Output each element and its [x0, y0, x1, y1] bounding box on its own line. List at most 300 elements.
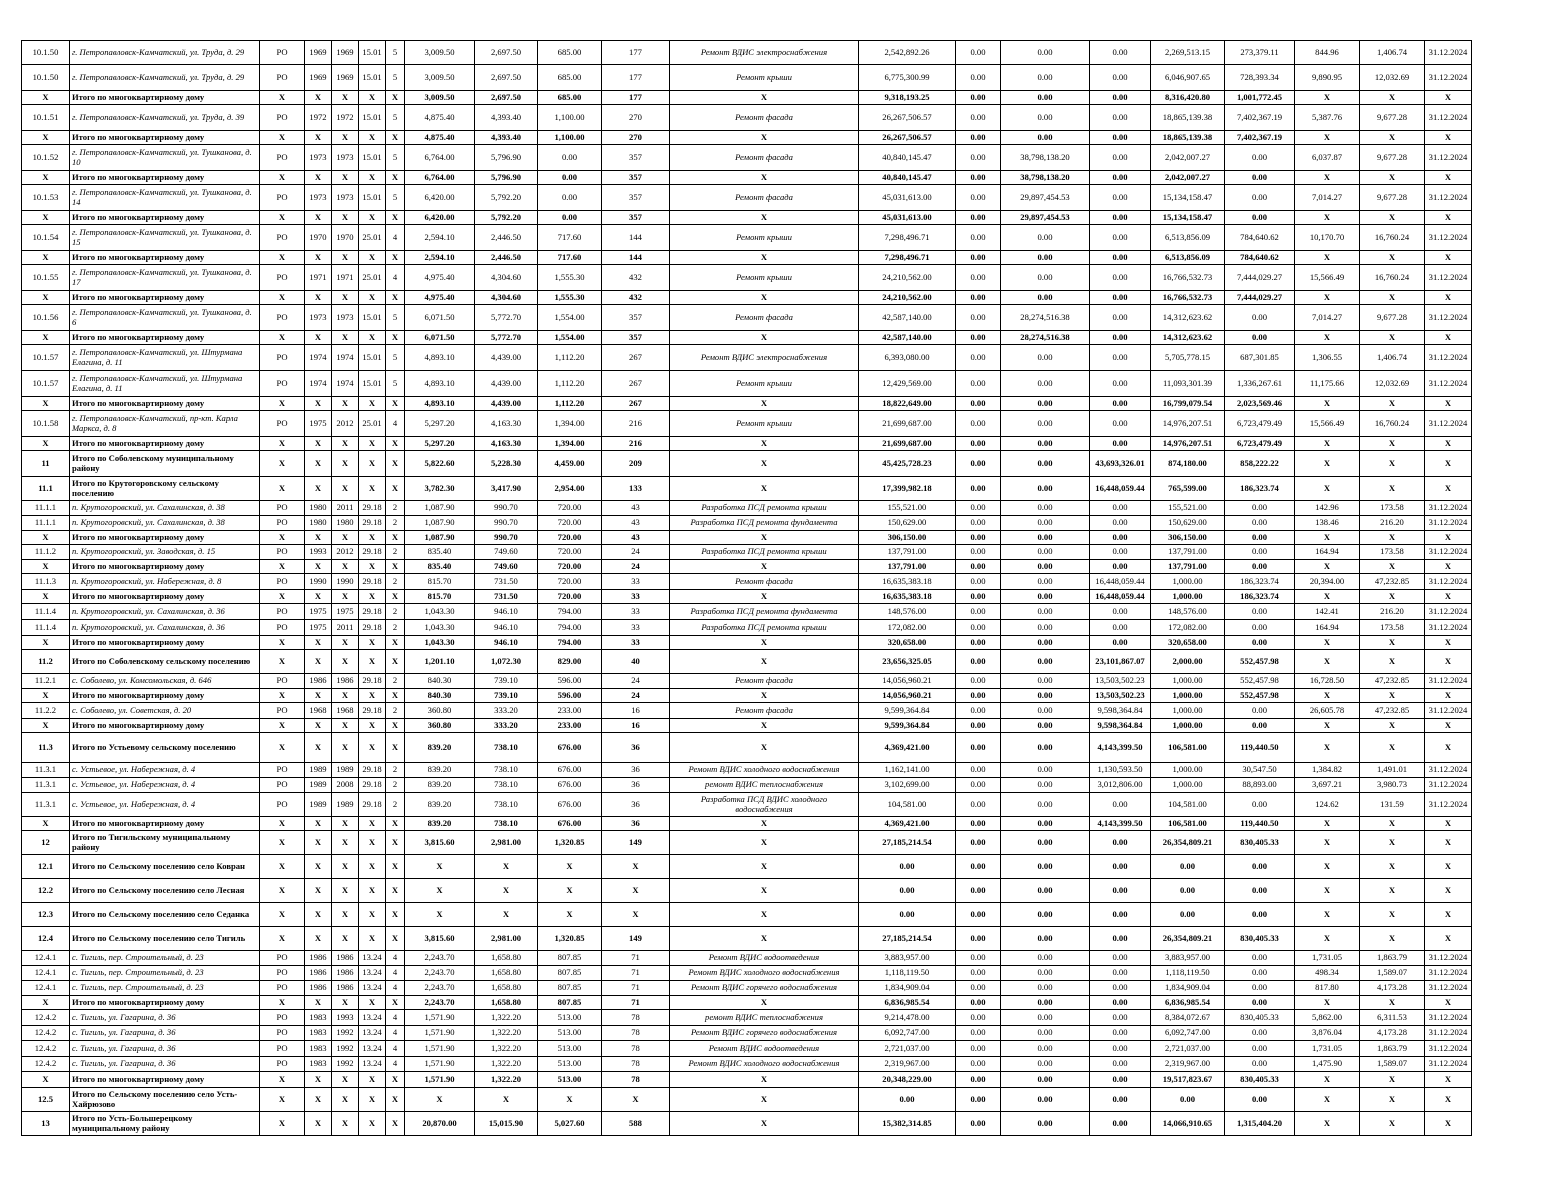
- cell-max-unit-cost: 1,863.79: [1360, 951, 1425, 966]
- cell-year-built: X: [305, 331, 332, 345]
- cell-cost-standard: 25.01: [359, 225, 386, 251]
- cell-work-type: X: [670, 1072, 859, 1088]
- cell-cost-standard: X: [359, 1112, 386, 1136]
- cell-owner-type: РО: [260, 41, 305, 65]
- cell-common-area: 829.00: [538, 650, 602, 674]
- cell-address: п. Крутогоровский, ул. Набережная, д. 8: [70, 574, 260, 590]
- cell-owner-type: X: [260, 590, 305, 604]
- cell-common-area: 807.85: [538, 951, 602, 966]
- cell-common-area: 1,112.20: [538, 345, 602, 371]
- cell-max-unit-cost: 3,980.73: [1360, 778, 1425, 793]
- cell-residents: 24: [602, 674, 670, 689]
- cell-unit-cost: X: [1295, 1088, 1360, 1112]
- cell-owner-type: X: [260, 291, 305, 305]
- cell-fund-regional: 0.00: [1001, 817, 1090, 831]
- cell-common-area: 233.00: [538, 703, 602, 719]
- total-row: [22, 879, 1472, 903]
- cell-total-area: 1,087.90: [405, 501, 475, 516]
- cell-fund-owners: 1,000.00: [1151, 674, 1225, 689]
- cell-fund-other: 88,893.00: [1225, 778, 1295, 793]
- cell-total-area: 3,009.50: [405, 91, 475, 105]
- cell-total-cost: 20,348,229.00: [859, 1072, 956, 1088]
- cell-fund-other: 687,301.85: [1225, 345, 1295, 371]
- cell-year-built: X: [305, 1088, 332, 1112]
- cell-common-area: 2,954.00: [538, 477, 602, 501]
- cell-fund-owners: 155,521.00: [1151, 501, 1225, 516]
- cell-year-built: X: [305, 636, 332, 650]
- cell-owner-type: РО: [260, 545, 305, 560]
- cell-item-number: X: [22, 590, 70, 604]
- cell-year-built: X: [305, 996, 332, 1010]
- total-row: [22, 1112, 1472, 1136]
- cell-residents: 33: [602, 590, 670, 604]
- cell-completion-date: X: [1425, 590, 1472, 604]
- cell-total-area: X: [405, 903, 475, 927]
- cell-year-last-repair: 2012: [332, 545, 359, 560]
- cell-floors: 4: [386, 411, 405, 437]
- cell-item-number: 11.1.4: [22, 620, 70, 636]
- cell-year-last-repair: X: [332, 636, 359, 650]
- cell-max-unit-cost: 4,173.28: [1360, 981, 1425, 996]
- cell-residents: 43: [602, 516, 670, 531]
- cell-unit-cost: X: [1295, 733, 1360, 763]
- cell-total-area: 2,243.70: [405, 981, 475, 996]
- cell-max-unit-cost: 1,406.74: [1360, 345, 1425, 371]
- cell-owner-type: РО: [260, 620, 305, 636]
- cell-unit-cost: X: [1295, 171, 1360, 185]
- cell-year-built: 1983: [305, 1026, 332, 1041]
- cell-residents: 40: [602, 650, 670, 674]
- cell-address: Итого по многоквартирному дому: [70, 590, 260, 604]
- cell-cost-standard: X: [359, 817, 386, 831]
- cell-total-cost: 148,576.00: [859, 604, 956, 620]
- cell-fund-regional: 0.00: [1001, 1088, 1090, 1112]
- cell-residents: 78: [602, 1026, 670, 1041]
- cell-unit-cost: X: [1295, 397, 1360, 411]
- cell-cost-standard: X: [359, 590, 386, 604]
- cell-floors: 5: [386, 41, 405, 65]
- cell-fund-federal: 0.00: [956, 411, 1001, 437]
- cell-total-cost: 16,635,383.18: [859, 590, 956, 604]
- cell-living-area: 2,446.50: [475, 225, 538, 251]
- cell-fund-municipal: 0.00: [1090, 185, 1151, 211]
- cell-cost-standard: X: [359, 636, 386, 650]
- cell-residents: 177: [602, 41, 670, 65]
- cell-fund-owners: 8,316,420.80: [1151, 91, 1225, 105]
- cell-address: г. Петропавловск-Камчатский, ул. Труда, д. 39: [70, 105, 260, 131]
- cell-total-cost: 26,267,506.57: [859, 131, 956, 145]
- cell-fund-municipal: 0.00: [1090, 1010, 1151, 1026]
- cell-fund-federal: 0.00: [956, 225, 1001, 251]
- cell-owner-type: X: [260, 91, 305, 105]
- cell-fund-municipal: 0.00: [1090, 1041, 1151, 1057]
- cell-completion-date: 31.12.2024: [1425, 981, 1472, 996]
- cell-fund-other: 0.00: [1225, 145, 1295, 171]
- cell-floors: X: [386, 251, 405, 265]
- cell-fund-other: 0.00: [1225, 305, 1295, 331]
- cell-fund-other: 2,023,569.46: [1225, 397, 1295, 411]
- cell-living-area: 946.10: [475, 604, 538, 620]
- cell-total-area: 2,243.70: [405, 951, 475, 966]
- cell-unit-cost: 142.96: [1295, 501, 1360, 516]
- cell-owner-type: РО: [260, 793, 305, 817]
- cell-year-built: X: [305, 719, 332, 733]
- cell-fund-regional: 0.00: [1001, 855, 1090, 879]
- cell-fund-federal: 0.00: [956, 41, 1001, 65]
- table-row: [22, 185, 1472, 211]
- cell-total-area: 1,043.30: [405, 620, 475, 636]
- cell-residents: 71: [602, 951, 670, 966]
- cell-address: Итого по многоквартирному дому: [70, 719, 260, 733]
- cell-year-last-repair: X: [332, 927, 359, 951]
- cell-total-area: 4,875.40: [405, 105, 475, 131]
- cell-address: Итого по Устьевому сельскому поселению: [70, 733, 260, 763]
- cell-completion-date: 31.12.2024: [1425, 778, 1472, 793]
- cell-year-last-repair: X: [332, 291, 359, 305]
- cell-max-unit-cost: X: [1360, 590, 1425, 604]
- cell-unit-cost: 1,306.55: [1295, 345, 1360, 371]
- cell-common-area: 794.00: [538, 620, 602, 636]
- cell-year-built: 1980: [305, 501, 332, 516]
- cell-floors: X: [386, 451, 405, 477]
- cell-item-number: 11.3.1: [22, 793, 70, 817]
- cell-fund-regional: 0.00: [1001, 778, 1090, 793]
- cell-total-area: 3,815.60: [405, 831, 475, 855]
- cell-work-type: X: [670, 91, 859, 105]
- cell-item-number: X: [22, 131, 70, 145]
- cell-year-last-repair: 1969: [332, 41, 359, 65]
- cell-work-type: Ремонт ВДИС водоотведения: [670, 951, 859, 966]
- cell-total-area: 3,009.50: [405, 65, 475, 91]
- cell-completion-date: X: [1425, 996, 1472, 1010]
- cell-year-last-repair: X: [332, 996, 359, 1010]
- cell-fund-other: 0.00: [1225, 996, 1295, 1010]
- cell-total-cost: 137,791.00: [859, 560, 956, 574]
- cell-fund-regional: 0.00: [1001, 1057, 1090, 1072]
- cell-unit-cost: X: [1295, 211, 1360, 225]
- cell-fund-federal: 0.00: [956, 817, 1001, 831]
- cell-unit-cost: 164.94: [1295, 545, 1360, 560]
- cell-floors: 5: [386, 371, 405, 397]
- total-row: [22, 171, 1472, 185]
- cell-year-last-repair: X: [332, 650, 359, 674]
- cell-fund-other: 0.00: [1225, 516, 1295, 531]
- cell-max-unit-cost: 47,232.85: [1360, 674, 1425, 689]
- cell-year-last-repair: 1993: [332, 1010, 359, 1026]
- cell-total-cost: 9,214,478.00: [859, 1010, 956, 1026]
- cell-unit-cost: 138.46: [1295, 516, 1360, 531]
- cell-item-number: 10.1.57: [22, 371, 70, 397]
- cell-year-built: 1983: [305, 1010, 332, 1026]
- cell-residents: 24: [602, 689, 670, 703]
- cell-item-number: 10.1.52: [22, 145, 70, 171]
- cell-cost-standard: X: [359, 291, 386, 305]
- cell-fund-other: 0.00: [1225, 501, 1295, 516]
- cell-floors: X: [386, 733, 405, 763]
- cell-unit-cost: X: [1295, 331, 1360, 345]
- cell-living-area: X: [475, 879, 538, 903]
- cell-cost-standard: X: [359, 1088, 386, 1112]
- cell-owner-type: РО: [260, 763, 305, 778]
- cell-fund-regional: 0.00: [1001, 545, 1090, 560]
- cell-work-type: X: [670, 560, 859, 574]
- cell-cost-standard: 29.18: [359, 574, 386, 590]
- cell-fund-municipal: 4,143,399.50: [1090, 733, 1151, 763]
- cell-common-area: 0.00: [538, 211, 602, 225]
- cell-living-area: 4,439.00: [475, 371, 538, 397]
- cell-cost-standard: 25.01: [359, 411, 386, 437]
- cell-common-area: 676.00: [538, 763, 602, 778]
- cell-total-area: 3,782.30: [405, 477, 475, 501]
- cell-total-cost: 150,629.00: [859, 516, 956, 531]
- cell-fund-regional: 0.00: [1001, 65, 1090, 91]
- cell-common-area: 1,100.00: [538, 131, 602, 145]
- cell-item-number: X: [22, 331, 70, 345]
- cell-year-last-repair: X: [332, 171, 359, 185]
- cell-fund-municipal: 0.00: [1090, 996, 1151, 1010]
- cell-fund-municipal: 3,012,806.00: [1090, 778, 1151, 793]
- cell-year-built: 1973: [305, 145, 332, 171]
- cell-total-area: 4,893.10: [405, 371, 475, 397]
- cell-fund-federal: 0.00: [956, 855, 1001, 879]
- cell-floors: X: [386, 131, 405, 145]
- table-row: [22, 305, 1472, 331]
- cell-total-cost: 0.00: [859, 1088, 956, 1112]
- cell-year-built: 1975: [305, 604, 332, 620]
- cell-owner-type: РО: [260, 778, 305, 793]
- cell-fund-owners: 104,581.00: [1151, 793, 1225, 817]
- cell-cost-standard: X: [359, 1072, 386, 1088]
- cell-max-unit-cost: X: [1360, 251, 1425, 265]
- cell-item-number: 12: [22, 831, 70, 855]
- cell-owner-type: X: [260, 211, 305, 225]
- cell-address: Итого по многоквартирному дому: [70, 636, 260, 650]
- cell-item-number: X: [22, 291, 70, 305]
- cell-work-type: X: [670, 291, 859, 305]
- cell-fund-federal: 0.00: [956, 291, 1001, 305]
- total-row: [22, 397, 1472, 411]
- cell-living-area: 1,658.80: [475, 981, 538, 996]
- cell-work-type: X: [670, 817, 859, 831]
- cell-address: г. Петропавловск-Камчатский, ул. Штурмана Елагина, д. 11: [70, 371, 260, 397]
- cell-floors: X: [386, 437, 405, 451]
- cell-fund-owners: 18,865,139.38: [1151, 105, 1225, 131]
- total-row: [22, 251, 1472, 265]
- table-row: [22, 966, 1472, 981]
- cell-fund-federal: 0.00: [956, 778, 1001, 793]
- cell-fund-municipal: 0.00: [1090, 966, 1151, 981]
- cell-item-number: X: [22, 531, 70, 545]
- cell-total-cost: 18,822,649.00: [859, 397, 956, 411]
- cell-common-area: 1,555.30: [538, 265, 602, 291]
- cell-fund-regional: 0.00: [1001, 1041, 1090, 1057]
- cell-unit-cost: 164.94: [1295, 620, 1360, 636]
- cell-fund-municipal: 0.00: [1090, 41, 1151, 65]
- cell-year-last-repair: 1990: [332, 574, 359, 590]
- cell-item-number: 11.1: [22, 477, 70, 501]
- cell-completion-date: X: [1425, 560, 1472, 574]
- total-row: [22, 996, 1472, 1010]
- cell-owner-type: X: [260, 1088, 305, 1112]
- cell-residents: 33: [602, 636, 670, 650]
- cell-address: Итого по многоквартирному дому: [70, 291, 260, 305]
- cell-common-area: 1,100.00: [538, 105, 602, 131]
- cell-fund-regional: 29,897,454.53: [1001, 211, 1090, 225]
- cell-max-unit-cost: 1,491.01: [1360, 763, 1425, 778]
- cell-item-number: X: [22, 211, 70, 225]
- cell-completion-date: 31.12.2024: [1425, 574, 1472, 590]
- cell-year-last-repair: X: [332, 733, 359, 763]
- cell-item-number: 11.3.1: [22, 778, 70, 793]
- cell-unit-cost: 142.41: [1295, 604, 1360, 620]
- cell-total-cost: 26,267,506.57: [859, 105, 956, 131]
- cell-address: г. Петропавловск-Камчатский, ул. Штурмана Елагина, д. 11: [70, 345, 260, 371]
- cell-cost-standard: X: [359, 996, 386, 1010]
- cell-fund-owners: 137,791.00: [1151, 560, 1225, 574]
- cell-unit-cost: X: [1295, 531, 1360, 545]
- cell-item-number: 12.4.1: [22, 966, 70, 981]
- total-row: [22, 1072, 1472, 1088]
- cell-owner-type: X: [260, 650, 305, 674]
- cell-fund-regional: 0.00: [1001, 516, 1090, 531]
- cell-address: с. Тигиль, ул. Гагарина, д. 36: [70, 1041, 260, 1057]
- cell-year-built: X: [305, 211, 332, 225]
- cell-cost-standard: X: [359, 437, 386, 451]
- cell-max-unit-cost: X: [1360, 171, 1425, 185]
- cell-work-type: ремонт ВДИС теплоснабжения: [670, 778, 859, 793]
- cell-work-type: X: [670, 477, 859, 501]
- cell-floors: 5: [386, 145, 405, 171]
- cell-fund-owners: 0.00: [1151, 879, 1225, 903]
- cell-unit-cost: 498.34: [1295, 966, 1360, 981]
- cell-fund-municipal: 0.00: [1090, 371, 1151, 397]
- cell-fund-federal: 0.00: [956, 981, 1001, 996]
- cell-work-type: Разработка ПСД ремонта крыши: [670, 545, 859, 560]
- cell-owner-type: X: [260, 437, 305, 451]
- cell-cost-standard: 29.18: [359, 604, 386, 620]
- cell-floors: 4: [386, 1041, 405, 1057]
- cell-total-area: 360.80: [405, 703, 475, 719]
- cell-floors: X: [386, 817, 405, 831]
- cell-year-built: 1989: [305, 778, 332, 793]
- cell-common-area: 676.00: [538, 778, 602, 793]
- cell-max-unit-cost: 131.59: [1360, 793, 1425, 817]
- cell-work-type: Ремонт ВДИС электроснабжения: [670, 345, 859, 371]
- cell-living-area: 1,658.80: [475, 966, 538, 981]
- cell-fund-regional: 38,798,138.20: [1001, 171, 1090, 185]
- cell-unit-cost: 1,384.82: [1295, 763, 1360, 778]
- cell-work-type: Ремонт крыши: [670, 371, 859, 397]
- cell-floors: 2: [386, 703, 405, 719]
- table-row: [22, 1057, 1472, 1072]
- cell-item-number: 12.4.1: [22, 981, 70, 996]
- cell-total-area: 839.20: [405, 778, 475, 793]
- cell-fund-other: 0.00: [1225, 966, 1295, 981]
- cell-living-area: X: [475, 1088, 538, 1112]
- total-row: [22, 903, 1472, 927]
- cell-living-area: 749.60: [475, 560, 538, 574]
- cell-common-area: 676.00: [538, 733, 602, 763]
- cell-common-area: 1,555.30: [538, 291, 602, 305]
- cell-year-built: 1973: [305, 305, 332, 331]
- cell-living-area: 738.10: [475, 817, 538, 831]
- cell-fund-owners: 2,042,007.27: [1151, 145, 1225, 171]
- cell-total-cost: 7,298,496.71: [859, 251, 956, 265]
- cell-fund-owners: 14,312,623.62: [1151, 305, 1225, 331]
- cell-fund-other: 0.00: [1225, 185, 1295, 211]
- cell-year-built: 1975: [305, 411, 332, 437]
- cell-item-number: 11.3.1: [22, 763, 70, 778]
- cell-address: п. Крутогоровский, ул. Сахалинская, д. 38: [70, 501, 260, 516]
- cell-common-area: 720.00: [538, 574, 602, 590]
- cell-total-area: 1,201.10: [405, 650, 475, 674]
- cell-total-cost: 0.00: [859, 903, 956, 927]
- cell-fund-federal: 0.00: [956, 1041, 1001, 1057]
- cell-living-area: 738.10: [475, 733, 538, 763]
- cell-total-area: 4,875.40: [405, 131, 475, 145]
- cell-fund-regional: 0.00: [1001, 41, 1090, 65]
- cell-fund-federal: 0.00: [956, 560, 1001, 574]
- cell-completion-date: X: [1425, 251, 1472, 265]
- cell-max-unit-cost: X: [1360, 397, 1425, 411]
- cell-completion-date: X: [1425, 855, 1472, 879]
- cell-fund-federal: 0.00: [956, 879, 1001, 903]
- cell-common-area: 0.00: [538, 171, 602, 185]
- cell-cost-standard: 15.01: [359, 371, 386, 397]
- cell-common-area: 1,554.00: [538, 331, 602, 345]
- cell-fund-municipal: 0.00: [1090, 516, 1151, 531]
- cell-work-type: X: [670, 996, 859, 1010]
- cell-total-cost: 6,775,300.99: [859, 65, 956, 91]
- cell-completion-date: 31.12.2024: [1425, 545, 1472, 560]
- cell-work-type: Ремонт крыши: [670, 225, 859, 251]
- cell-completion-date: 31.12.2024: [1425, 185, 1472, 211]
- cell-living-area: 1,322.20: [475, 1057, 538, 1072]
- cell-fund-owners: 1,118,119.50: [1151, 966, 1225, 981]
- cell-residents: 267: [602, 345, 670, 371]
- cell-fund-municipal: 0.00: [1090, 951, 1151, 966]
- cell-fund-municipal: 13,503,502.23: [1090, 674, 1151, 689]
- cell-year-last-repair: 1989: [332, 763, 359, 778]
- cell-completion-date: X: [1425, 291, 1472, 305]
- cell-total-area: 2,243.70: [405, 996, 475, 1010]
- cell-year-built: X: [305, 477, 332, 501]
- cell-fund-other: 119,440.50: [1225, 733, 1295, 763]
- cell-residents: 78: [602, 1057, 670, 1072]
- cell-owner-type: X: [260, 927, 305, 951]
- cell-fund-municipal: 0.00: [1090, 305, 1151, 331]
- cell-owner-type: РО: [260, 1010, 305, 1026]
- cell-floors: X: [386, 903, 405, 927]
- cell-residents: 43: [602, 531, 670, 545]
- cell-fund-owners: 14,976,207.51: [1151, 437, 1225, 451]
- cell-max-unit-cost: 1,589.07: [1360, 1057, 1425, 1072]
- cell-work-type: Ремонт фасада: [670, 105, 859, 131]
- cell-fund-federal: 0.00: [956, 345, 1001, 371]
- table-row: [22, 793, 1472, 817]
- cell-owner-type: РО: [260, 1057, 305, 1072]
- cell-floors: X: [386, 91, 405, 105]
- cell-total-cost: 9,318,193.25: [859, 91, 956, 105]
- cell-total-cost: 6,092,747.00: [859, 1026, 956, 1041]
- cell-residents: 71: [602, 981, 670, 996]
- cell-completion-date: X: [1425, 477, 1472, 501]
- cell-completion-date: X: [1425, 451, 1472, 477]
- cell-fund-other: 830,405.33: [1225, 1010, 1295, 1026]
- cell-unit-cost: 3,876.04: [1295, 1026, 1360, 1041]
- cell-fund-owners: 15,134,158.47: [1151, 211, 1225, 225]
- cell-item-number: X: [22, 560, 70, 574]
